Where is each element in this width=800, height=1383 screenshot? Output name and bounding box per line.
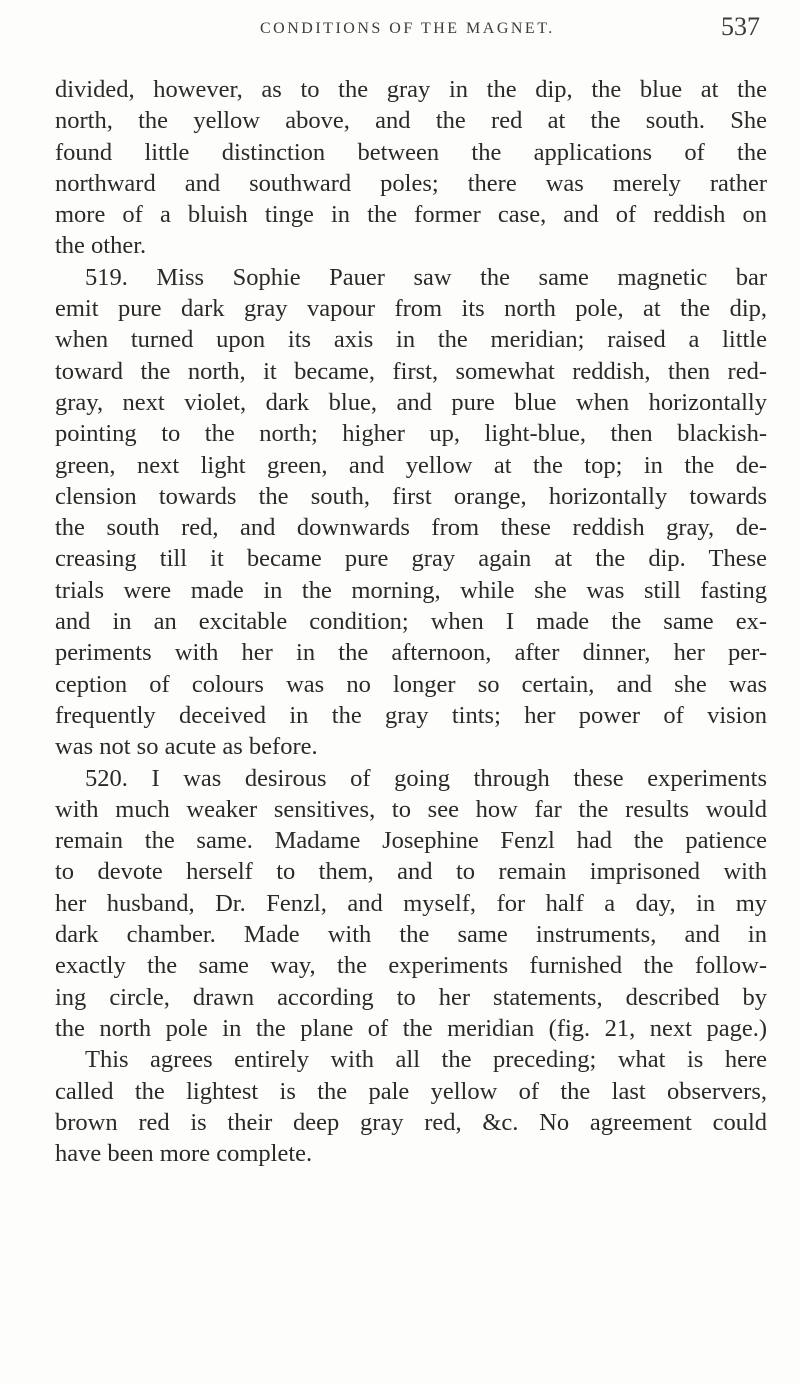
text-line: pointing to the north; higher up, light-blue, then blackish-	[55, 420, 767, 448]
text-line: creasing till it became pure gray again at the dip. These	[55, 545, 767, 573]
text-line: divided, however, as to the gray in the dip, the blue at the	[55, 76, 767, 103]
text-line: periments with her in the afternoon, after dinner, her per-	[55, 639, 767, 667]
body-text	[55, 74, 767, 1169]
text-line: more of a bluish tinge in the former case, and of reddish on	[55, 201, 767, 229]
text-line: trials were made in the morning, while she was still fasting	[55, 576, 767, 604]
text-line: found little distinction between the applications of the	[55, 138, 767, 166]
text-line: emit pure dark gray vapour from its north pole, at the dip,	[55, 295, 767, 323]
text-line: toward the north, it became, first, somewhat reddish, then red-	[55, 357, 767, 385]
text-line: northward and southward poles; there was merely rather	[55, 169, 767, 197]
text-line: to devote herself to them, and to remain imprisoned with	[55, 858, 767, 886]
text-line: the other.	[55, 232, 147, 260]
text-line: north, the yellow above, and the red at the south. She	[55, 107, 767, 135]
paragraph-519-start: 519. Miss Sophie Pauer saw the same magnetic bar	[85, 263, 767, 291]
running-head	[60, 10, 760, 50]
text-line: remain the same. Madame Josephine Fenzl had the patience	[55, 827, 767, 855]
text-line: and in an excitable condition; when I made the same ex-	[55, 608, 767, 636]
text-line: This agrees entirely with all the preceding; what is here	[85, 1046, 767, 1074]
text-line: was not so acute as before.	[55, 733, 318, 761]
paragraph-520-start: 520. I was desirous of going through these experiments	[85, 764, 767, 792]
text-line: ing circle, drawn according to her statements, described by	[55, 983, 767, 1011]
running-title: CONDITIONS OF THE MAGNET.	[260, 20, 555, 37]
text-line: gray, next violet, dark blue, and pure blue when horizontally	[55, 388, 767, 416]
text-line: dark chamber. Made with the same instruments, and in	[55, 921, 767, 949]
text-line: have been more complete.	[55, 1140, 313, 1168]
text-line: called the lightest is the pale yellow of the last observers,	[55, 1077, 767, 1105]
text-line: the south red, and downwards from these reddish gray, de-	[55, 514, 767, 542]
text-line: green, next light green, and yellow at the top; in the de-	[55, 451, 767, 479]
page-number: 537	[721, 12, 760, 41]
text-line: when turned upon its axis in the meridian; raised a little	[55, 326, 767, 354]
text-line: with much weaker sensitives, to see how far the results would	[55, 795, 767, 823]
text-line: her husband, Dr. Fenzl, and myself, for half a day, in my	[55, 889, 767, 917]
text-line: the north pole in the plane of the meridian (fig. 21, next page.)	[55, 1014, 767, 1042]
text-line: frequently deceived in the gray tints; her power of vision	[55, 701, 767, 729]
text-line: exactly the same way, the experiments furnished the follow-	[55, 952, 767, 980]
text-line: clension towards the south, first orange, horizontally towards	[55, 482, 767, 510]
text-line: ception of colours was no longer so certain, and she was	[55, 670, 767, 698]
text-line: brown red is their deep gray red, &c. No agreement could	[55, 1108, 767, 1136]
